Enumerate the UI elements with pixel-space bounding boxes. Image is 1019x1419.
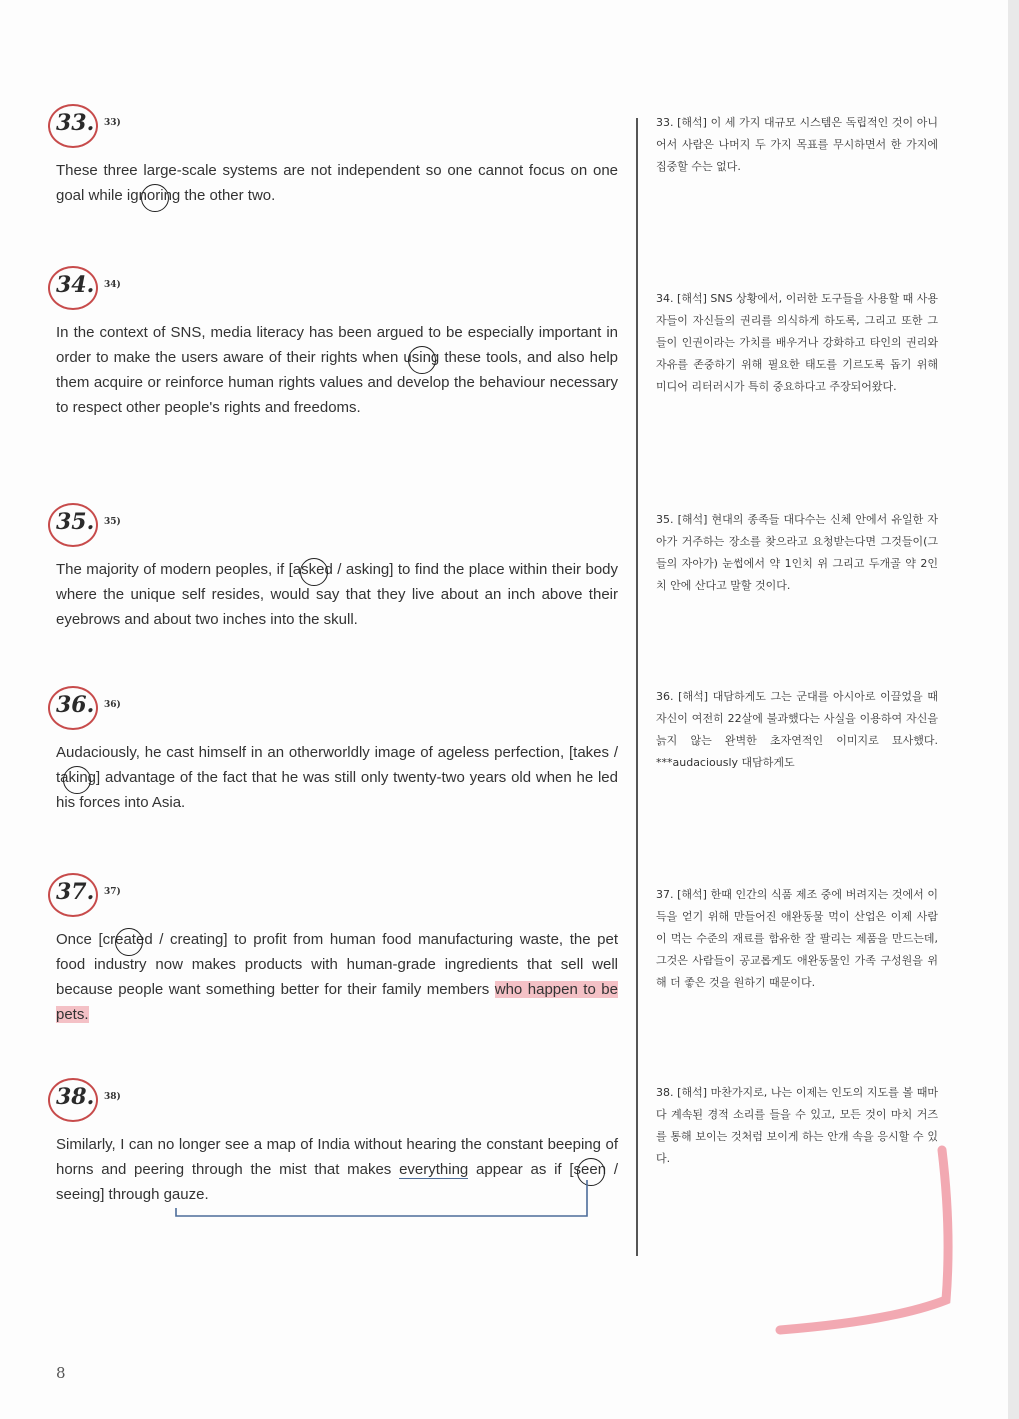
question-small-number: 34) (104, 280, 121, 290)
answer-38: 38. [해석] 마찬가지로, 나는 이제는 인도의 지도를 볼 때마다 계속된 경적 소리를 들을 수 있고, 모든 것이 마치 거즈를 통해 보이는 것처럼 보이게 하는 안개 속을 응시할 수 있다. (656, 1086, 938, 1165)
answer-37: 37. [해석] 한때 인간의 식품 제조 중에 버려지는 것에서 이득을 얻기 위해 만들어진 애완동물 먹이 산업은 이제 사람이 먹는 수준의 재료를 함유한 잘 팔리는 제품을 만드는데, 그것은 사람들이 공교롭게도 애완동물인 가족 구성원을 위해 더 좋은 것을 원하기 때문이다. (656, 888, 938, 989)
text-segment: Similarly, I can no longer see a map of India without hearing the constant beeping of horns and peering through the mist that makes (56, 1136, 618, 1178)
text-segment: The majority of modern peoples, if [ (56, 561, 293, 578)
text-segment: appear as if [ (468, 1161, 574, 1178)
text-segment: In the context of SNS, media literacy has been argued to be especially important in order to make the users aware of their rights when (56, 324, 618, 366)
text-segment: the other two. (180, 187, 276, 204)
circled-answer: using (403, 349, 439, 366)
text-segment: these tools, and also help them acquire or reinforce human rights values and develop the behaviour necessary to respect other people's rights and freedoms. (56, 349, 619, 416)
text-segment: / creating] to profit from human food manufacturing waste, the pet food industry now makes products with human-grade ingredients that sell well because people want something better for their family members (56, 931, 618, 998)
question-small-number: 36) (104, 700, 121, 710)
question-small-number: 38) (104, 1092, 121, 1102)
answer-36: 36. [해석] 대담하게도 그는 군대를 아시아로 이끌었을 때 자신이 여전히 22살에 불과했다는 사실을 이용하여 자신을 늙지 않는 완벽한 초자연적인 이미지로 묘사했다. ***audaciously 대담하게도 (656, 690, 938, 769)
question-number: 38. (56, 1084, 95, 1110)
text-segment: Audaciously, he cast himself in an otherworldly image of ageless perfection, [takes / (56, 744, 618, 761)
question-small-number: 35) (104, 517, 121, 527)
text-segment: ] advantage of the fact that he was still only twenty-two years old when he led his forces into Asia. (56, 769, 618, 811)
bracket-line (176, 1180, 587, 1216)
question-small-number: 37) (104, 887, 121, 897)
text-segment: These three large-scale systems are not independent so one cannot focus on one goal while (56, 162, 618, 204)
circled-answer: created (103, 931, 153, 948)
answer-33: 33. [해석] 이 세 가지 대규모 시스템은 독립적인 것이 아니어서 사람은 나머지 두 가지 목표를 무시하면서 한 가지에 집중할 수는 없다. (656, 116, 938, 173)
question-number: 37. (56, 879, 95, 905)
answer-34: 34. [해석] SNS 상황에서, 이러한 도구들을 사용할 때 사용자들이 자신들의 권리를 의식하게 하도록, 그리고 또한 그들이 인권이라는 가치를 배우거나 강화하고 타인의 권리와 자유를 존중하기 위해 필요한 태도를 기르도록 돕기 위해 미디어 리터러시가 특히 중요하다고 주장되어왔다. (656, 292, 938, 393)
highlighted-phrase: who happen to be pets. (56, 981, 618, 1023)
page-number: 8 (56, 1364, 66, 1382)
question-number: 33. (56, 110, 95, 136)
question-number: 36. (56, 692, 95, 718)
answer-35: 35. [해석] 현대의 종족들 대다수는 신체 안에서 유일한 자아가 거주하는 장소를 찾으라고 요청받는다면 그것들이(그들의 자아가) 눈썹에서 약 1인치 위 그리고 두개골 약 2인치 안에 산다고 말할 것이다. (656, 513, 938, 592)
circled-answer: ignoring (127, 187, 180, 204)
text-segment: Once [ (56, 931, 103, 948)
pink-check-stroke (780, 1150, 948, 1330)
circled-answer: seen (574, 1161, 607, 1178)
circled-answer: taking (56, 769, 96, 786)
text-segment: / seeing] through gauze. (56, 1161, 618, 1203)
question-number: 35. (56, 509, 95, 535)
underlined-word: everything (399, 1161, 469, 1178)
question-small-number: 33) (104, 118, 121, 128)
question-number: 34. (56, 272, 95, 298)
text-segment: / asking] to find the place within their body where the unique self resides, would say that they live about an inch above their eyebrows and about two inches into the skull. (56, 561, 619, 628)
circled-answer: asked (293, 561, 333, 578)
